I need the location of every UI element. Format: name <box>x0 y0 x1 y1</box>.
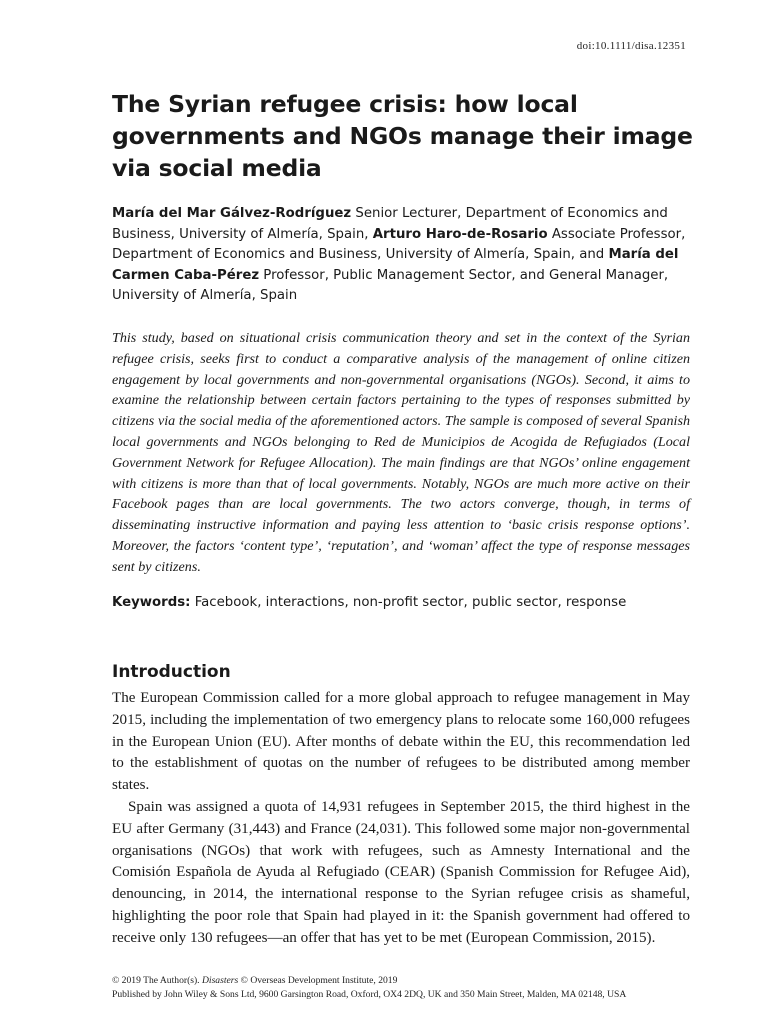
section-heading-introduction: Introduction <box>112 662 231 682</box>
author-name: María del Mar Gálvez-Rodríguez <box>112 206 352 221</box>
doi-label: doi:10.1111/disa.12351 <box>576 40 686 52</box>
copyright-prefix: © 2019 The Author(s). <box>112 975 202 986</box>
keywords-list: Facebook, interactions, non-profit sector, public sector, response <box>190 595 627 610</box>
author-affiliation: Professor, Public Management Sector, and General Manager, University of Almería, Spain <box>112 267 669 304</box>
paragraph: Spain was assigned a quota of 14,931 refugees in September 2015, the third highest in the EU after Germany (31,443) and France (24,031). This followed some major non-governmental organisations (NGOs) that work with refugees, such as Amnesty International and the Comisión Española de Ayuda al Refugiado (CEAR) (Spanish Commission for Refugee Aid), denouncing, in 2014, the international response to the Syrian refugee crisis as shameful, highlighting the poor role that Spain had played in it: the Spanish government had offered to receive only 130 refugees—an offer that has yet to be met (European Commission, 2015). <box>112 798 690 946</box>
journal-name: Disasters <box>201 975 239 986</box>
copyright-suffix: © Overseas Development Institute, 2019 <box>238 975 398 986</box>
keywords-label: Keywords: <box>112 595 191 610</box>
author-name: Arturo Haro-de-Rosario <box>372 226 548 242</box>
author-affiliation: Associate Professor, Department of Economics and Business, University of Almería, Spain, and <box>112 226 686 263</box>
paragraph: The European Commission called for a more global approach to refugee management in May 2015, including the implementation of two emergency plans to relocate some 160,000 refugees in the European Union (EU). After months of debate within the EU, this recommendation led to the establishment of quotas on the number of refugees to be distributed among member states. <box>112 690 690 794</box>
article-title: The Syrian refugee crisis: how local governments and NGOs manage their image via social media <box>112 90 693 182</box>
abstract: This study, based on situational crisis communication theory and set in the context of the Syrian refugee crisis, seeks first to conduct a comparative analysis of the management of online citizen engagement by local governments and non-governmental organisations (NGOs). Second, it aims to examine the relationship between certain factors pertaining to the types of responses submitted by citizens via the social media of the aforementioned actors. The sample is composed of several Spanish local governments and NGOs belonging to Red de Municipios de Acogida de Refugiados (Local Government Network for Refugee Allocation). The main findings are that NGOs’ online engagement with citizens is more than that of local governments. Notably, NGOs are much more active on their Facebook pages than are local governments. The two actors converge, though, in terms of disseminating instructive information and paying less attention to ‘basic crisis response options’. Moreover, the factors ‘content type’, ‘reputation’, and ‘woman’ affect the type of response messages sent by citizens. <box>112 330 690 575</box>
keywords <box>112 593 702 613</box>
author-name: María del Carmen Caba-Pérez <box>112 247 679 283</box>
author-affiliation: Senior Lecturer, Department of Economics and Business, University of Almería, Spain, <box>112 206 668 242</box>
author-list <box>112 204 692 307</box>
copyright-line <box>112 974 702 988</box>
introduction-body <box>112 688 690 950</box>
publisher-line: Published by John Wiley & Sons Ltd, 9600 Garsington Road, Oxford, OX4 2DQ, UK and 350 Main Street, Malden, MA 02148, USA <box>112 989 627 1000</box>
page-footer <box>112 974 702 1002</box>
